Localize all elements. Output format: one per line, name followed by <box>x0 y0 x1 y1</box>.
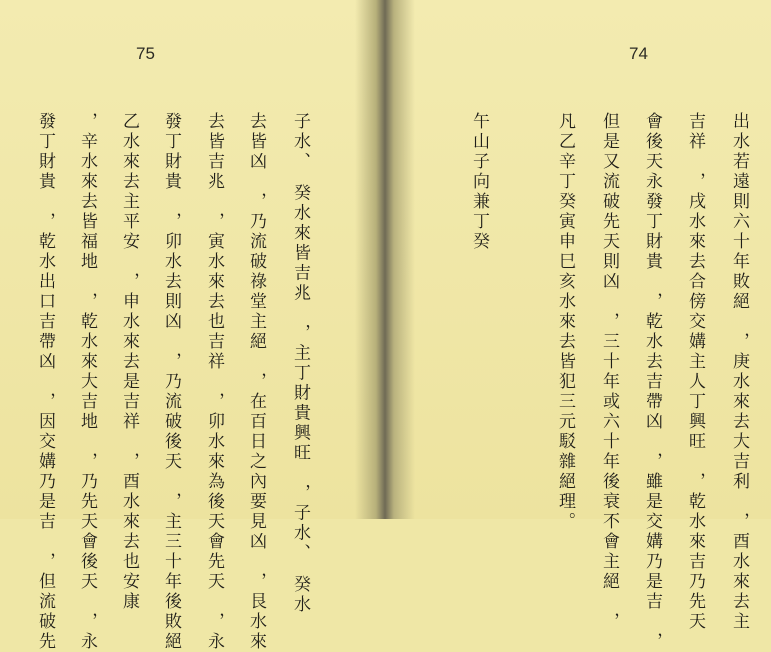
left-text-column-5: 乙水來去主平安 ，申水來去是吉祥 ，酉水來去也安康 <box>119 112 139 612</box>
left-text-column-6: ，辛水來去皆福地 ，乾水來大吉地 ，乃先天會後天 ，永 <box>77 112 97 652</box>
left-text-column-4: 發丁財貴 ，卯水去則凶 ，乃流破後天 ，主三十年後敗絕 <box>161 112 181 652</box>
right-text-column-1: 出水若遠則六十年敗絕 ，庚水來去大吉利 ，酉水來去主 <box>729 112 749 632</box>
book-gutter <box>355 0 415 519</box>
right-text-column-2: 吉祥 ，戌水來去合傍交媾主人丁興旺 ，乾水來吉乃先天 <box>685 112 705 632</box>
right-text-column-5: 凡乙辛丁癸寅申巳亥水來去皆犯三元駁雜絕理。 <box>555 112 575 532</box>
right-text-column-3: 會後天永發丁財貴 ，乾水去吉帶凶 ，雖是交媾乃是吉 ， <box>642 112 662 652</box>
right-page <box>392 0 771 519</box>
right-text-column-4: 但是又流破先天則凶 ，三十年或六十年後衰不會主絕 ， <box>599 112 619 632</box>
left-text-column-1: 子水、 癸水來皆吉兆 ，主丁財貴興旺 ，子水、 癸水 <box>290 112 310 615</box>
right-text-column-6: 午山子向兼丁癸 <box>469 112 489 252</box>
left-page <box>0 0 380 519</box>
left-text-column-7: 發丁財貴 ，乾水出口吉帶凶 ，因交媾乃是吉 ，但流破先 <box>35 112 55 652</box>
page-number-left: 75 <box>136 44 155 63</box>
left-text-column-2: 去皆凶 ，乃流破祿堂主絕 ，在百日之內要見凶 ，艮水來 <box>246 112 266 652</box>
page-number-right: 74 <box>629 44 648 63</box>
left-text-column-3: 去皆吉兆 ，寅水來去也吉祥 ，卯水來為後天會先天 ，永 <box>204 112 224 652</box>
